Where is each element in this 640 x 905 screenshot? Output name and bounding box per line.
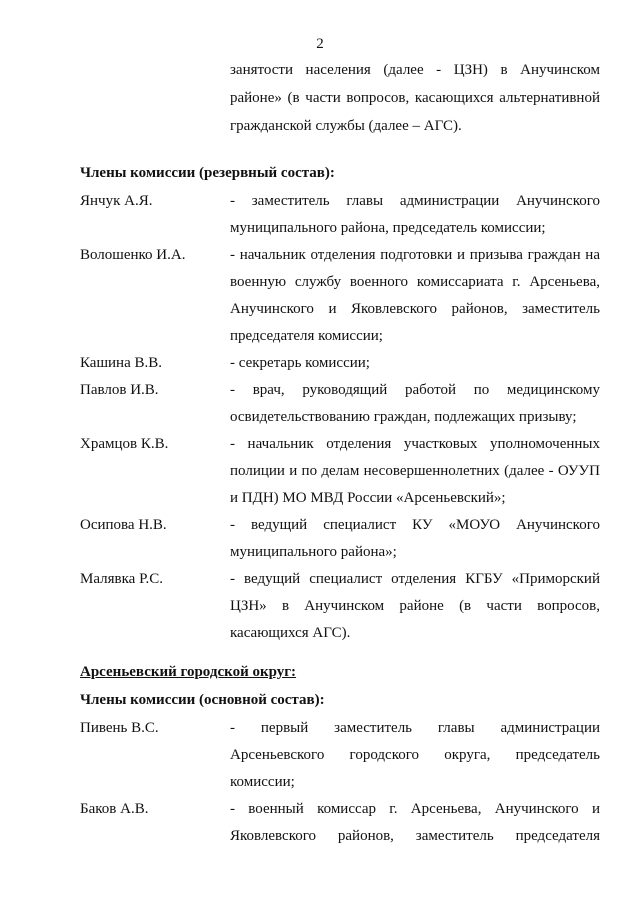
member-role-line: - начальник отделения участковых уполномоченных (230, 436, 600, 452)
member-role-line: председателя комиссии; (230, 328, 383, 344)
intro-line: районе» (в части вопросов, касающихся альтернативной (230, 90, 600, 106)
member-role-line: освидетельствованию граждан, подлежащих призыву; (230, 409, 577, 425)
member-role-line: касающихся АГС). (230, 625, 351, 641)
member-role-line: - врач, руководящий работой по медицинскому (230, 382, 600, 398)
intro-line: гражданской службы (далее – АГС). (230, 118, 462, 134)
member-role-line: - заместитель главы администрации Анучинского (230, 193, 600, 209)
member-role-line: муниципального района»; (230, 544, 397, 560)
member-role-line: ЦЗН» в Анучинском районе (в части вопросов, (230, 598, 600, 614)
member-role-line: военную службу военного комиссариата г. Арсеньева, (230, 274, 600, 290)
page-number: 2 (316, 36, 324, 52)
intro-line: занятости населения (далее - ЦЗН) в Анучинском (230, 62, 600, 78)
member-name: Осипова Н.В. (80, 517, 167, 533)
member-name: Храмцов К.В. (80, 436, 169, 452)
member-name: Волошенко И.А. (80, 247, 186, 263)
section-header-main: Члены комиссии (основной состав): (80, 692, 325, 708)
member-role-line: муниципального района, председатель комиссии; (230, 220, 546, 236)
member-role-line: комиссии; (230, 774, 295, 790)
member-role-line: - начальник отделения подготовки и призыва граждан на (230, 247, 600, 263)
member-role-line: - первый заместитель главы администрации (230, 720, 600, 736)
member-name: Баков А.В. (80, 801, 149, 817)
member-role-line: и ПДН) МО МВД России «Арсеньевский»; (230, 490, 506, 506)
member-role-line: Яковлевского районов, заместитель председателя (230, 828, 600, 844)
section-header-reserve: Члены комиссии (резервный состав): (80, 165, 335, 181)
member-name: Янчук А.Я. (80, 193, 153, 209)
member-role-line: - секретарь комиссии; (230, 355, 370, 371)
member-name: Павлов И.В. (80, 382, 159, 398)
member-role-line: полиции и по делам несовершеннолетних (далее - ОУУП (230, 463, 600, 479)
member-role-line: - ведущий специалист КУ «МОУО Анучинского (230, 517, 600, 533)
member-name: Кашина В.В. (80, 355, 162, 371)
member-role-line: - ведущий специалист отделения КГБУ «Приморский (230, 571, 600, 587)
member-name: Малявка Р.С. (80, 571, 164, 587)
member-name: Пивень В.С. (80, 720, 159, 736)
member-role-line: Анучинского и Яковлевского районов, заместитель (230, 301, 600, 317)
district-header: Арсеньевский городской округ: (80, 664, 297, 680)
member-role-line: Арсеньевского городского округа, председатель (230, 747, 600, 763)
member-role-line: - военный комиссар г. Арсеньева, Анучинского и (230, 801, 600, 817)
